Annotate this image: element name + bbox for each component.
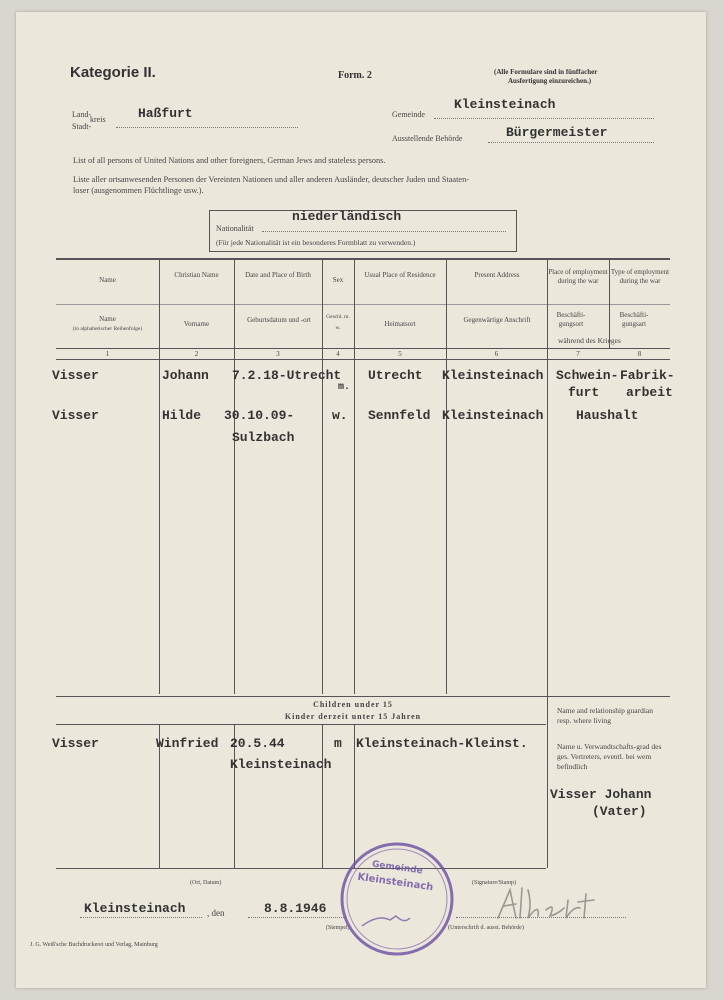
unterschrift-label: (Unterschrift d. ausst. Behörde) [448,925,524,931]
nationality-note: (Für jede Nationalität ist ein besonderes Formblatt zu verwenden.) [216,238,416,247]
german-title-1: Liste aller ortsanwesenden Personen der Vereinten Nationen und aller anderen Ausländer, deutscher Juden und Staaten- [73,175,470,184]
col-header-name-de-sub: (in alphabetischer Reihenfolge) [72,326,143,332]
children-header-rule [56,724,546,725]
handwritten-signature [492,884,602,924]
child-divider-3 [322,724,323,868]
col-number-7: 7 [576,350,580,358]
row1-birth: 7.2.18-Utrecht [232,368,342,383]
gemeinde-value: Kleinsteinach [454,97,556,112]
landkreis-line [116,127,298,128]
child-sex: m [334,736,342,751]
row1-heimat: Utrecht [368,368,423,383]
form-note-2: Ausfertigung einzureichen.) [508,77,592,85]
behoerde-value: Bürgermeister [506,125,608,140]
col-header-address: Present Address [474,271,520,279]
row2-address: Kleinsteinach [442,408,544,423]
col-header-beschaeftigungsort: Beschäfti- gungsort [556,311,586,328]
col-number-8: 8 [637,350,642,358]
footer-den: , den [207,908,225,918]
signature-label: (Signature/Stamp) [472,880,516,886]
children-title-de: Kinder derzeit unter 15 Jahren [284,712,422,721]
col-header-anschrift: Gegenwärtige Anschrift [463,316,531,324]
guardian-header-de: Name u. Verwandtschafts-grad des ges. Vertreters, eventl. bei wem befindlich [557,742,662,771]
behoerde-label: Ausstellende Behörde [392,134,463,143]
table-number-rule [56,359,670,360]
nationality-label: Nationalität [216,224,254,233]
col-header-employment-place: Place of employment during the war [548,268,608,285]
row1-ort-1: Schwein- [556,368,619,383]
guardian-header-en: Name and relationship guardian resp. where living [557,706,654,725]
table-mid-rule [56,304,670,305]
row1-address: Kleinsteinach [442,368,544,383]
col-header-name: Name [99,276,116,284]
guardian-relation: (Vater) [592,804,647,819]
row2-birth-1: 30.10.09- [224,408,295,423]
footer-place: Kleinsteinach [84,901,186,916]
table-header-rule [56,348,670,349]
landkreis-value: Haßfurt [138,106,193,121]
col-header-heimatsort: Heimatsort [384,320,416,328]
ort-datum-label: (Ort, Datum) [190,880,222,886]
footer-place-line [80,917,202,918]
stamp-text-1: Gemeinde [371,859,424,877]
form-number: Form. 2 [338,70,372,81]
behoerde-line [488,142,654,143]
stadt-label: Stadt- [72,122,92,131]
footer-date: 8.8.1946 [264,901,327,916]
row2-name: Visser [52,408,99,423]
col-header-geburtsdatum: Geburtsdatum und -ort [247,316,311,324]
gemeinde-label: Gemeinde [392,110,425,119]
col-header-name-de: Name [99,315,116,323]
children-title-en: Children under 15 [313,700,393,709]
nationality-value: niederländisch [292,209,402,224]
col-header-vorname: Vorname [183,320,210,328]
row1-ort-2: furt [568,385,600,400]
child-residence: Kleinsteinach-Kleinst. [356,736,528,751]
english-title: List of all persons of United Nations and other foreigners, German Jews and stateless persons. [73,156,386,165]
row2-art: Haushalt [576,408,639,423]
row2-heimat: Sennfeld [368,408,431,423]
kreis-label: kreis [90,115,106,124]
table-bottom-rule [56,868,546,869]
col-header-sex: Sex [332,276,344,284]
nationality-line [262,231,506,232]
stempel-label: (Stempel) [326,925,350,931]
child-birth-1: 20.5.44 [230,736,285,751]
col-header-birth: Date and Place of Birth [245,271,311,279]
footer-date-line [248,917,346,918]
col-header-christian-name: Christian Name [174,271,219,279]
col-number-1: 1 [105,350,110,358]
form-sheet [16,12,706,988]
wartime-label: während des Krieges [558,336,621,345]
printer-imprint: J. G. Weiß'sche Buchdruckerei und Verlag, Mainburg [30,942,158,948]
row1-sex: m. [338,382,351,393]
stamp-text-2: Kleinsteinach [356,871,434,894]
official-stamp [338,840,456,958]
table-top-rule [56,258,670,260]
child-name: Visser [52,736,99,751]
col-divider-2 [234,260,235,694]
category-title: Kategorie II. [70,64,156,81]
row1-art-2: arbeit [626,385,673,400]
form-note-1: (Alle Formulare sind in fünffacher [494,68,598,76]
children-top-rule [56,696,670,697]
col-header-geschlecht: Geschl. m. w. [326,314,350,331]
col-number-5: 5 [398,350,402,358]
col-divider-3 [322,260,323,694]
row2-vorname: Hilde [162,408,202,423]
col-header-residence: Usual Place of Residence [364,271,436,279]
guardian-name: Visser Johann [550,787,652,802]
row1-name: Visser [52,368,99,383]
child-birth-2: Kleinsteinach [230,757,332,772]
gemeinde-line [434,118,654,119]
col-header-beschaeftigungsart: Beschäfti- gungsart [619,311,649,328]
col-number-2: 2 [194,350,199,358]
row1-vorname: Johann [162,368,209,383]
col-number-4: 4 [336,350,340,358]
german-title-2: loser (ausgenommen Flüchtlinge usw.). [73,186,204,195]
child-vorname: Winfried [156,736,219,751]
col-divider-5 [446,260,447,694]
row1-art-1: Fabrik- [620,368,675,383]
col-number-3: 3 [276,350,280,358]
col-header-employment-type: Type of employment during the war [610,268,670,285]
row2-sex: w. [332,408,348,423]
land-label: Land- [72,110,92,119]
col-number-6: 6 [494,350,499,358]
row2-birth-2: Sulzbach [232,430,295,445]
